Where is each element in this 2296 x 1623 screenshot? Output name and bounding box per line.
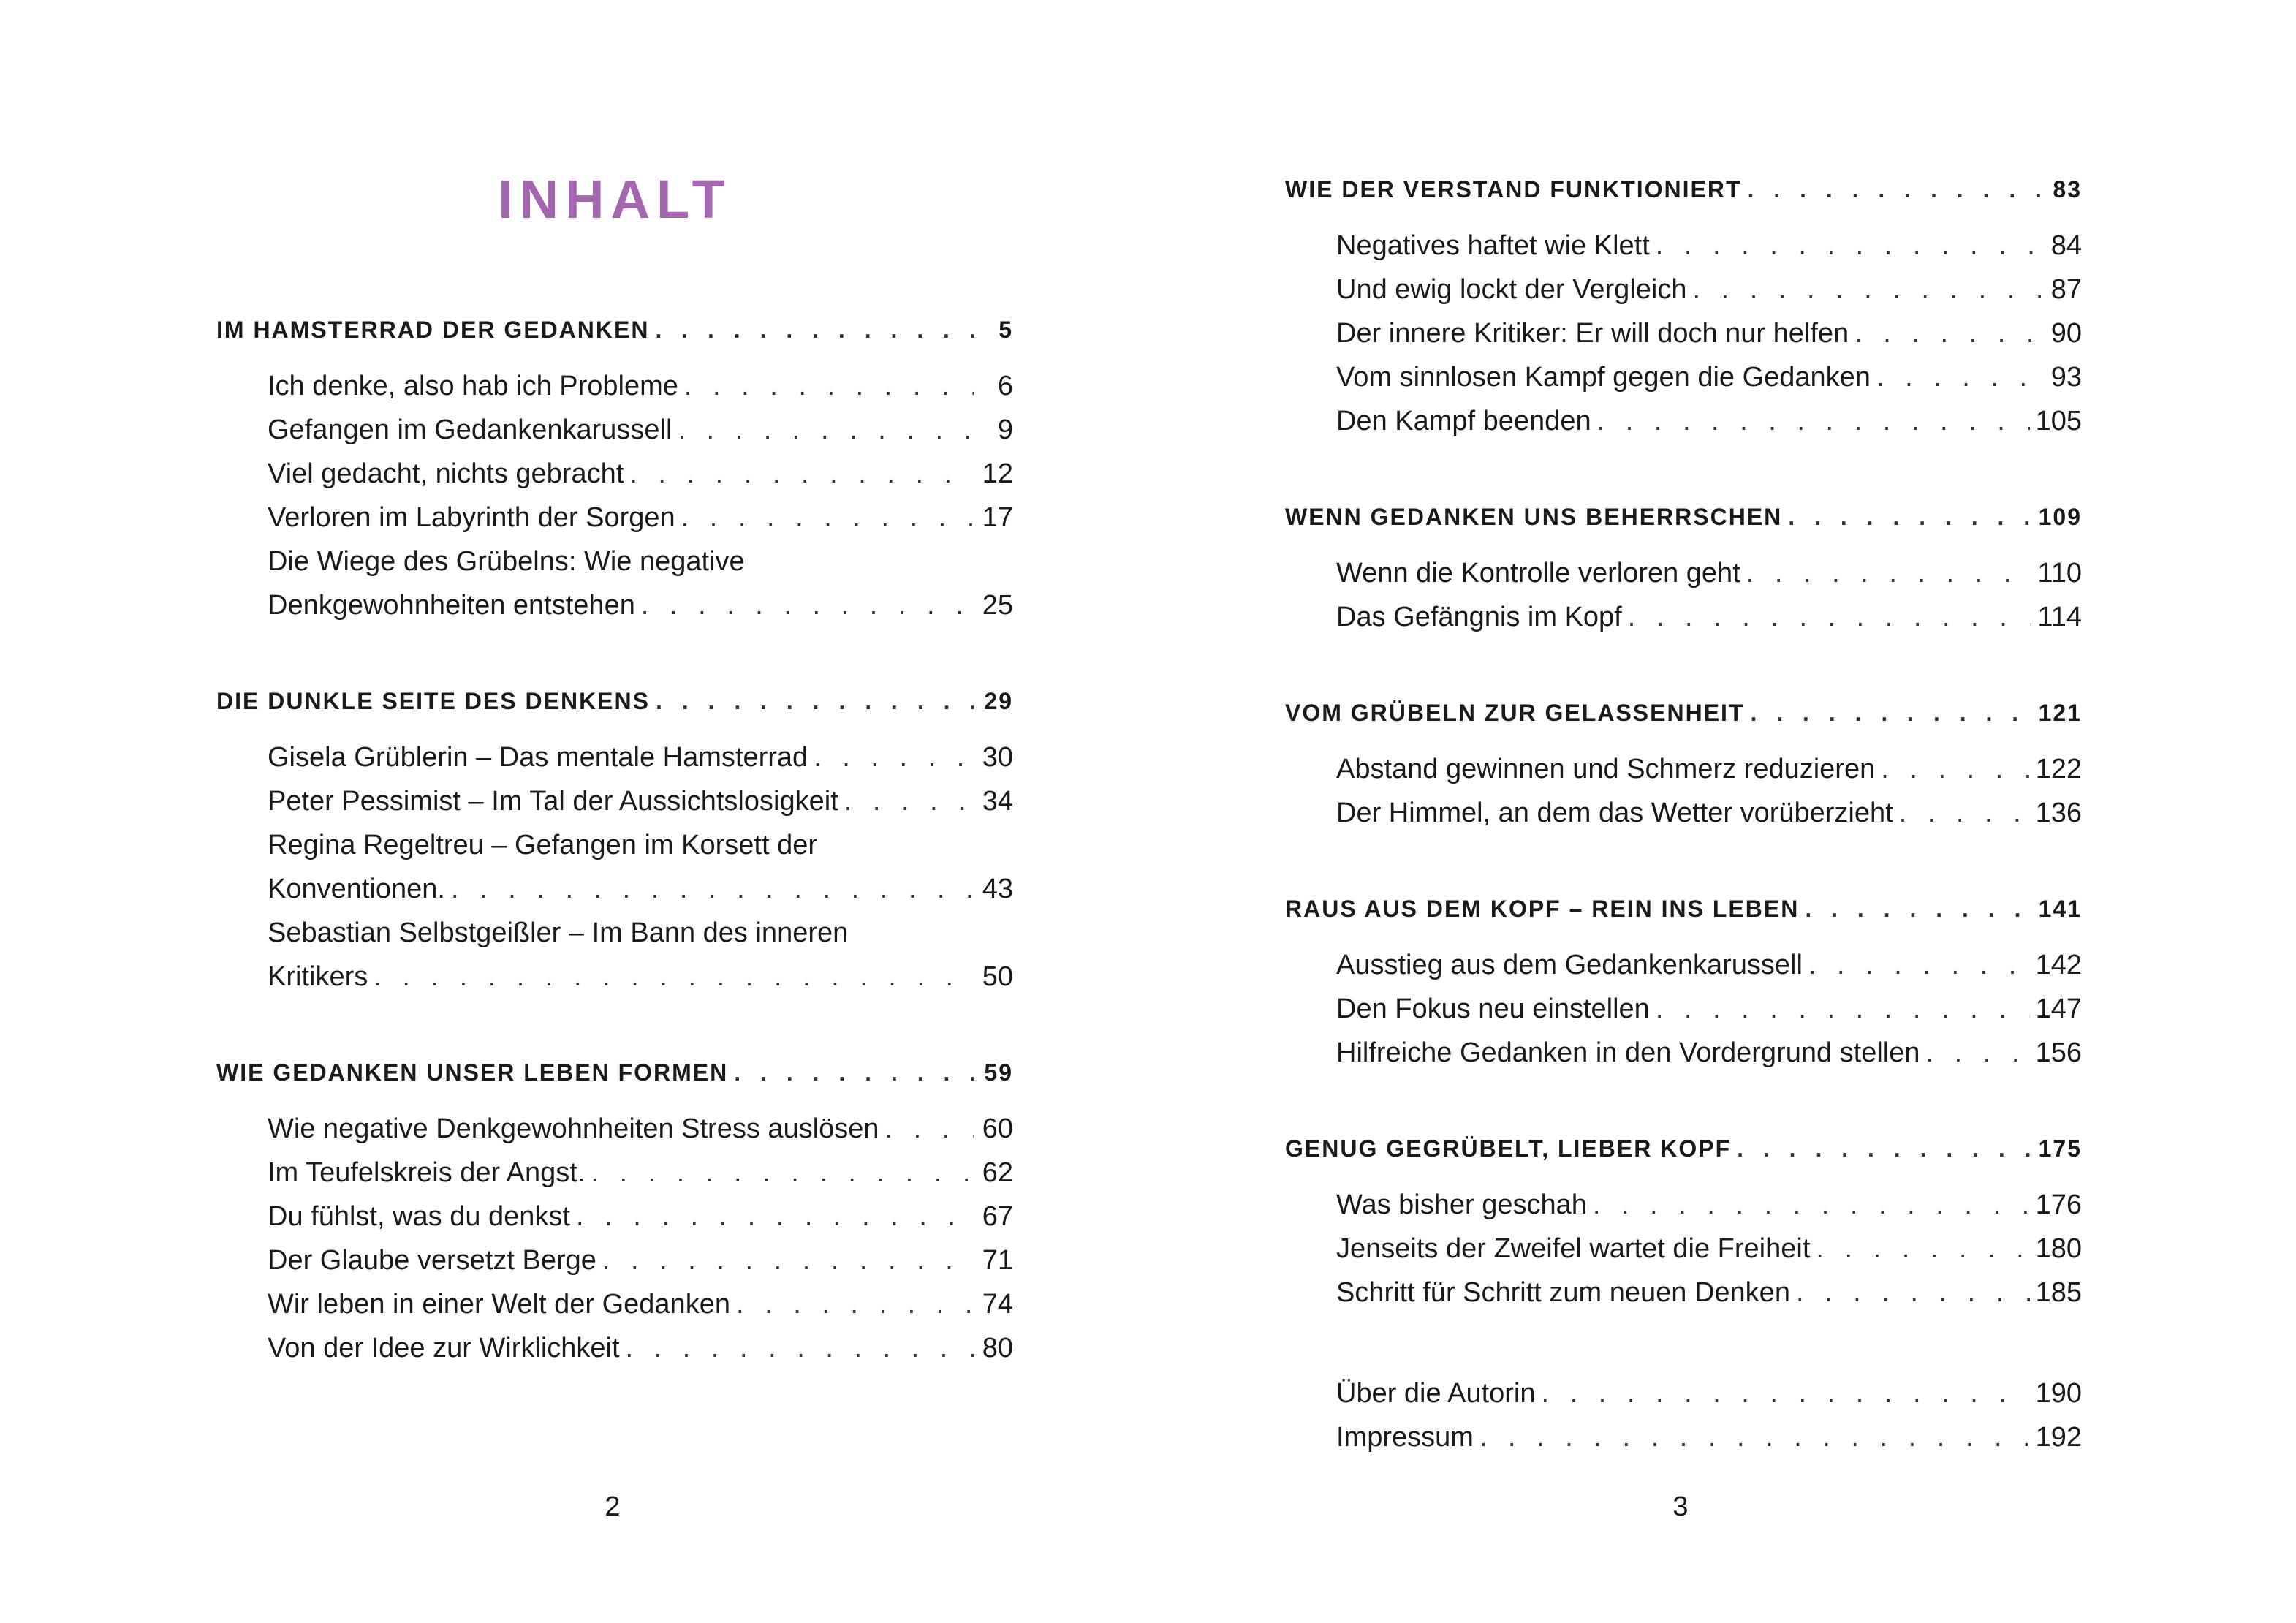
toc-entry[interactable]	[1285, 1265, 2082, 1309]
section-page-number: 141	[2038, 896, 2082, 922]
section-heading[interactable]	[216, 678, 1013, 715]
toc-entry[interactable]	[216, 578, 1013, 621]
toc-entry[interactable]	[1285, 741, 2082, 785]
toc-entry[interactable]	[1285, 981, 2082, 1025]
dot-leader	[591, 1157, 974, 1189]
toc-entry-label: Ich denke, also hab ich Probleme	[268, 371, 678, 401]
dot-leader	[1737, 1135, 2033, 1162]
toc-entry-label: Und ewig lockt der Vergleich	[1336, 274, 1687, 305]
toc-entry-label: Negatives haftet wie Klett	[1336, 230, 1650, 261]
toc-entry-line[interactable]	[216, 534, 1013, 578]
toc-entry-label: Verloren im Labyrinth der Sorgen	[268, 502, 675, 533]
toc-entry[interactable]	[216, 730, 1013, 773]
toc-entry-page-number: 136	[2035, 798, 2082, 828]
dot-leader	[655, 317, 974, 344]
dot-leader	[1628, 602, 2032, 633]
toc-entry-page-number: 17	[982, 502, 1013, 533]
toc-entry-page-number: 185	[2035, 1277, 2082, 1308]
toc-entry-label: Der innere Kritiker: Er will doch nur helfen	[1336, 318, 1849, 349]
section-gap	[1285, 829, 2082, 886]
toc-entry-page-number: 110	[2037, 558, 2082, 589]
section-page-number: 175	[2038, 1135, 2082, 1162]
dot-leader	[678, 415, 974, 446]
section-heading-label: IM HAMSTERRAD DER GEDANKEN	[216, 317, 650, 343]
toc-entry[interactable]	[1285, 937, 2082, 981]
toc-entry-page-number: 71	[982, 1245, 1013, 1276]
toc-entry-label: Jenseits der Zweifel wartet die Freiheit	[1336, 1233, 1811, 1264]
toc-entry[interactable]	[216, 358, 1013, 402]
toc-entry-label: Abstand gewinnen und Schmerz reduzieren	[1336, 754, 1876, 784]
dot-leader	[1926, 1037, 2030, 1069]
dot-leader	[1796, 1277, 2030, 1309]
toc-entry-label: Wir leben in einer Welt der Gedanken	[268, 1289, 730, 1320]
toc-entry[interactable]	[216, 1189, 1013, 1233]
toc-section	[1285, 1126, 2082, 1309]
toc-entry-label: Der Himmel, an dem das Wetter vorüberzieht	[1336, 798, 1893, 828]
toc-entry[interactable]	[216, 1101, 1013, 1145]
toc-entry[interactable]	[1285, 262, 2082, 306]
dot-leader	[626, 1333, 974, 1364]
dot-leader	[681, 502, 974, 534]
toc-entry[interactable]	[1285, 1410, 2082, 1453]
toc-entry-page-number: 147	[2035, 994, 2082, 1024]
dot-leader	[684, 371, 974, 402]
dot-leader	[1788, 504, 2032, 531]
toc-entry[interactable]	[1285, 1177, 2082, 1221]
section-heading-label: WENN GEDANKEN UNS BEHERRSCHEN	[1285, 504, 1783, 530]
section-page-number: 121	[2038, 700, 2082, 726]
section-gap	[1285, 1309, 2082, 1366]
toc-entry-page-number: 190	[2035, 1378, 2082, 1409]
toc-entry-line[interactable]	[216, 817, 1013, 861]
dot-leader	[374, 961, 974, 993]
page-title: INHALT	[498, 169, 732, 230]
dot-leader	[734, 1059, 974, 1086]
toc-entry[interactable]	[1285, 785, 2082, 829]
toc-section	[216, 678, 1013, 993]
section-heading-label: GENUG GEGRÜBELT, LIEBER KOPF	[1285, 1135, 1732, 1162]
toc-entry[interactable]	[216, 402, 1013, 446]
toc-entry[interactable]	[216, 773, 1013, 817]
toc-entry-label: Konventionen.	[268, 874, 445, 904]
toc-entry-page-number: 105	[2035, 406, 2082, 436]
toc-entry-label: Kritikers	[268, 961, 368, 992]
dot-leader	[1656, 994, 2030, 1025]
toc-entry-page-number: 122	[2035, 754, 2082, 784]
toc-entry[interactable]	[1285, 306, 2082, 349]
toc-entry-page-number: 80	[982, 1333, 1013, 1363]
toc-entry[interactable]	[1285, 589, 2082, 633]
toc-entry-page-number: 67	[982, 1201, 1013, 1232]
toc-entry-label: Ausstieg aus dem Gedankenkarussell	[1336, 950, 1803, 980]
toc-entry-label: Impressum	[1336, 1422, 1474, 1453]
dot-leader	[451, 874, 974, 905]
section-heading[interactable]	[216, 307, 1013, 344]
dot-leader	[1750, 700, 2032, 727]
section-heading-label: WIE DER VERSTAND FUNKTIONIERT	[1285, 176, 1742, 203]
toc-entry-label: Viel gedacht, nichts gebracht	[268, 458, 624, 489]
dot-leader	[844, 786, 974, 817]
toc-entry-page-number: 142	[2035, 950, 2082, 980]
dot-leader	[641, 590, 974, 621]
section-heading[interactable]	[1285, 167, 2082, 203]
section-heading-label: WIE GEDANKEN UNSER LEBEN FORMEN	[216, 1059, 729, 1086]
toc-entry-label: Im Teufelskreis der Angst.	[268, 1157, 586, 1188]
toc-entry-label: Peter Pessimist – Im Tal der Aussichtslosigkeit	[268, 786, 838, 817]
toc-section	[1285, 167, 2082, 437]
toc-entry-page-number: 34	[982, 786, 1013, 817]
toc-entry-page-number: 43	[982, 874, 1013, 904]
dot-leader	[814, 742, 974, 773]
toc-entry-page-number: 93	[2050, 362, 2082, 393]
toc-entry-label: Schritt für Schritt zum neuen Denken	[1336, 1277, 1790, 1308]
toc-entry[interactable]	[1285, 1025, 2082, 1069]
toc-entry-label: Denkgewohnheiten entstehen	[268, 590, 635, 621]
toc-entry-page-number: 156	[2035, 1037, 2082, 1068]
toc-section	[1285, 1366, 2082, 1453]
toc-entry-label: Wie negative Denkgewohnheiten Stress auslösen	[268, 1113, 879, 1144]
toc-entry-label: Den Kampf beenden	[1336, 406, 1591, 436]
toc-entry-page-number: 30	[982, 742, 1013, 773]
dot-leader	[1597, 406, 2030, 437]
toc-entry[interactable]	[216, 446, 1013, 490]
section-page-number: 29	[984, 688, 1013, 714]
dot-leader	[656, 688, 974, 715]
section-heading-label: RAUS AUS DEM KOPF – REIN INS LEBEN	[1285, 896, 1800, 922]
toc-section	[1285, 494, 2082, 633]
toc-entry-page-number: 62	[982, 1157, 1013, 1188]
toc-entry-page-number: 50	[982, 961, 1013, 992]
dot-leader	[1808, 950, 2030, 981]
section-page-number: 83	[2053, 176, 2082, 203]
toc-entry-label: Die Wiege des Grübelns: Wie negative	[268, 546, 745, 577]
toc-entry-label: Du fühlst, was du denkst	[268, 1201, 570, 1232]
toc-entry-label: Was bisher geschah	[1336, 1189, 1587, 1220]
section-page-number: 109	[2038, 504, 2082, 530]
page-number-right: 3	[1672, 1491, 1689, 1522]
dot-leader	[1746, 558, 2032, 589]
toc-entry[interactable]	[216, 861, 1013, 905]
toc-entry-line[interactable]	[216, 905, 1013, 949]
dot-leader	[602, 1245, 974, 1276]
toc-entry-page-number: 25	[982, 590, 1013, 621]
toc-entry[interactable]	[1285, 349, 2082, 393]
toc-entry[interactable]	[216, 1233, 1013, 1276]
toc-entry-label: Wenn die Kontrolle verloren geht	[1336, 558, 1740, 589]
dot-leader	[1854, 318, 2042, 349]
section-gap	[1285, 1069, 2082, 1126]
toc-entry-label: Das Gefängnis im Kopf	[1336, 602, 1622, 632]
toc-entry[interactable]	[1285, 218, 2082, 262]
section-heading[interactable]	[1285, 1126, 2082, 1162]
dot-leader	[1593, 1189, 2030, 1221]
dot-leader	[1542, 1378, 2030, 1410]
toc-entry-page-number: 90	[2050, 318, 2082, 349]
section-gap	[216, 621, 1013, 678]
section-page-number: 59	[984, 1059, 1013, 1086]
toc-section	[1285, 886, 2082, 1069]
toc-entry-label: Der Glaube versetzt Berge	[268, 1245, 596, 1276]
toc-entry-label: Den Fokus neu einstellen	[1336, 994, 1650, 1024]
toc-entry-page-number: 6	[997, 371, 1013, 401]
toc-section	[1285, 690, 2082, 829]
section-heading-label: VOM GRÜBELN ZUR GELASSENHEIT	[1285, 700, 1745, 726]
dot-leader	[1876, 362, 2042, 393]
dot-leader	[1692, 274, 2042, 306]
dot-leader	[885, 1113, 974, 1145]
toc-entry-label: Regina Regeltreu – Gefangen im Korsett der	[268, 830, 817, 860]
dot-leader	[1479, 1422, 2030, 1453]
dot-leader	[1748, 176, 2042, 203]
toc-entry-page-number: 9	[997, 415, 1013, 445]
section-heading[interactable]	[1285, 494, 2082, 531]
toc-entry[interactable]	[1285, 545, 2082, 589]
dot-leader	[736, 1289, 974, 1320]
toc-entry[interactable]	[216, 1145, 1013, 1189]
dot-leader	[629, 458, 974, 490]
toc-entry-page-number: 176	[2035, 1189, 2082, 1220]
section-gap	[1285, 633, 2082, 690]
toc-entry-page-number: 114	[2037, 602, 2082, 632]
toc-section	[216, 307, 1013, 621]
toc-entry-label: Sebastian Selbstgeißler – Im Bann des inneren	[268, 918, 849, 948]
toc-entry-page-number: 74	[982, 1289, 1013, 1320]
toc-entry-page-number: 87	[2050, 274, 2082, 305]
toc-entry-page-number: 12	[982, 458, 1013, 489]
dot-leader	[1899, 798, 2030, 829]
dot-leader	[1656, 230, 2042, 262]
toc-entry-label: Hilfreiche Gedanken in den Vordergrund stellen	[1336, 1037, 1920, 1068]
dot-leader	[1816, 1233, 2029, 1265]
toc-entry-page-number: 84	[2050, 230, 2082, 261]
toc-entry-page-number: 60	[982, 1113, 1013, 1144]
toc-entry-label: Von der Idee zur Wirklichkeit	[268, 1333, 620, 1363]
toc-entry-label: Vom sinnlosen Kampf gegen die Gedanken	[1336, 362, 1871, 393]
section-gap	[1285, 437, 2082, 494]
section-heading-label: DIE DUNKLE SEITE DES DENKENS	[216, 688, 650, 714]
toc-entry[interactable]	[216, 490, 1013, 534]
toc-right	[1285, 167, 2082, 1453]
page-number-left: 2	[605, 1491, 621, 1522]
toc-entry-label: Gisela Grüblerin – Das mentale Hamsterrad	[268, 742, 808, 773]
toc-entry[interactable]	[216, 1276, 1013, 1320]
dot-leader	[1805, 896, 2032, 923]
section-heading[interactable]	[216, 1050, 1013, 1086]
section-page-number: 5	[999, 317, 1013, 343]
dot-leader	[1881, 754, 2029, 785]
toc-entry[interactable]	[1285, 1366, 2082, 1410]
section-gap	[216, 993, 1013, 1050]
section-heading[interactable]	[1285, 690, 2082, 727]
toc-section	[216, 1050, 1013, 1364]
toc-entry-label: Gefangen im Gedankenkarussell	[268, 415, 672, 445]
toc-entry-label: Über die Autorin	[1336, 1378, 1536, 1409]
right-page	[1148, 0, 2296, 1623]
toc-entry-page-number: 180	[2035, 1233, 2082, 1264]
dot-leader	[576, 1201, 974, 1233]
toc-entry[interactable]	[216, 949, 1013, 993]
toc-entry[interactable]	[216, 1320, 1013, 1364]
toc-left	[216, 307, 1013, 1364]
toc-entry-page-number: 192	[2035, 1422, 2082, 1453]
toc-entry[interactable]	[1285, 393, 2082, 437]
toc-entry[interactable]	[1285, 1221, 2082, 1265]
section-heading[interactable]	[1285, 886, 2082, 923]
